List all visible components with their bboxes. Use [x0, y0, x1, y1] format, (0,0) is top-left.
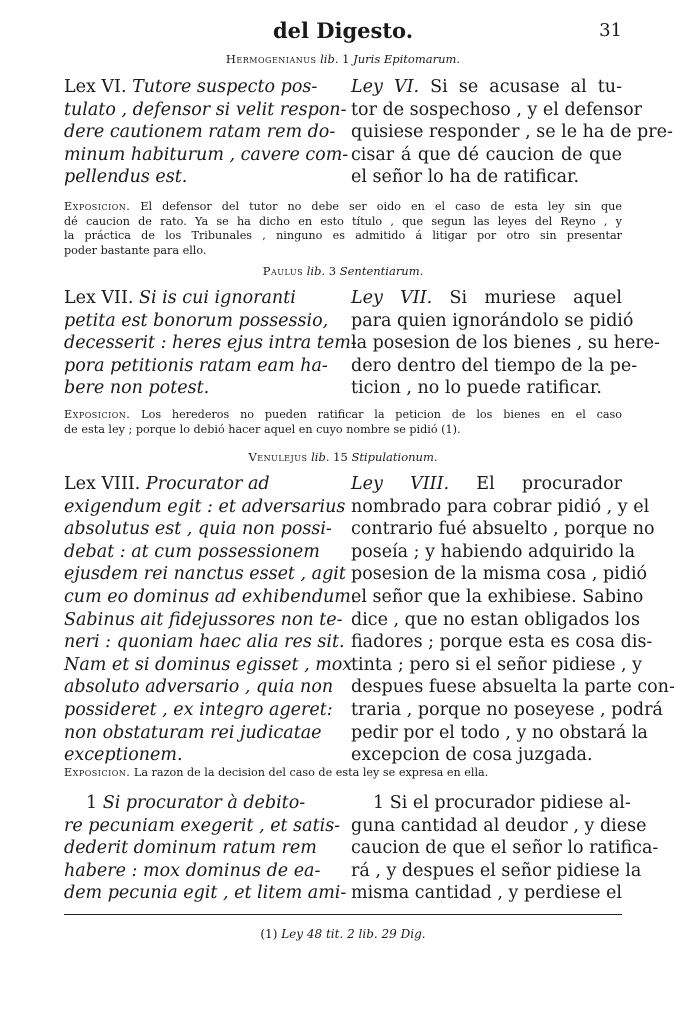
spanish-text	[351, 473, 675, 767]
text-line: absolutus est , quia non possi-	[64, 519, 332, 540]
text-line: pora petitionis ratam eam ha-	[64, 355, 328, 376]
text-line: tor de sospechoso , y el defensor	[351, 99, 642, 120]
text-line: para quien ignorándolo se pidió	[351, 310, 634, 331]
source-work: Stipulationum.	[351, 450, 438, 464]
text-line: ejusdem rei nanctus esset , agit	[64, 564, 346, 585]
text-line: ticion , no lo puede ratificar.	[351, 378, 602, 399]
source-lib: lib.	[311, 450, 330, 464]
text-line: exceptionem.	[64, 745, 183, 766]
text-line: quisiese responder , se le ha de pre-	[351, 122, 673, 143]
paragraph-number: 1	[373, 793, 385, 813]
spanish-text	[351, 287, 660, 400]
source-author: Venulejus	[248, 450, 308, 464]
text-line: Los herederos no pueden ratificar la peticion de los bienes en el caso	[130, 408, 622, 421]
source-work: Juris Epitomarum.	[353, 52, 461, 66]
ley-heading: Ley VII.	[351, 288, 433, 308]
text-line: fiadores ; porque esta es cosa dis-	[351, 632, 653, 653]
text-line: possideret , ex integro ageret:	[64, 699, 333, 720]
exposicion	[64, 766, 622, 781]
exposicion-label: Exposicion.	[64, 408, 131, 421]
spanish-text	[351, 76, 673, 189]
text-line: debat : at cum possessionem	[64, 541, 320, 562]
text-line: despues fuese absuelta la parte con-	[351, 677, 675, 698]
footnote-tit: tit. 2	[325, 927, 355, 941]
text-line: misma cantidad , y perdiese el	[351, 883, 622, 904]
text-line: Si is cui ignoranti	[133, 288, 296, 308]
text-line: Si el procurador pidiese al-	[384, 793, 631, 813]
latin-text	[64, 792, 347, 905]
exposicion-label: Exposicion.	[64, 766, 131, 779]
source-num: 1	[342, 52, 350, 66]
text-line: nombrado para cobrar pidió , y el	[351, 496, 650, 517]
footnote-lib: lib. 29	[358, 927, 397, 941]
text-line: re pecuniam exegerit , et satis-	[64, 815, 341, 836]
text-line: Sabinus ait fidejussores non te-	[64, 609, 343, 630]
ley-heading: Ley VIII.	[351, 474, 450, 494]
text-line: decesserit : heres ejus intra tem-	[64, 333, 357, 354]
text-line: Si muriese aquel	[432, 288, 623, 308]
text-line: dé caucion de rato. Ya se ha dicho en esto título , que segun las leyes del Reyno , y	[64, 214, 622, 228]
footnote-marker: (1)	[260, 927, 278, 941]
text-line: habere : mox dominus de ea-	[64, 860, 321, 881]
text-line: caucion de que el señor lo ratifica-	[351, 838, 659, 859]
text-line: non obstaturam rei judicatae	[64, 722, 322, 743]
source-lib: lib.	[320, 52, 339, 66]
text-line: pedir por el todo , y no obstará la	[351, 722, 648, 743]
text-line: rá , y despues el señor pidiese la	[351, 860, 642, 881]
text-line: pellendus est.	[64, 167, 188, 188]
text-line: poder bastante para ello.	[64, 243, 207, 257]
text-line: Procurator ad	[140, 474, 270, 494]
footnote-dig: Dig.	[400, 927, 426, 941]
text-line: cum eo dominus ad exhibendum.	[64, 586, 357, 607]
text-line: guna cantidad al deudor , y diese	[351, 815, 647, 836]
text-line: la práctica de los Tribunales , ninguno es admitido á litigar por otro sin presentar	[64, 229, 622, 242]
exposicion	[64, 408, 622, 437]
text-line: dem pecunia egit , et litem ami-	[64, 883, 347, 904]
footnote-ref: Ley 48	[281, 927, 323, 941]
text-line: La razon de la decision del caso de esta ley se expresa en ella.	[130, 766, 489, 779]
text-line: posesion de la misma cosa , pidió	[351, 564, 648, 585]
source-num: 3	[328, 264, 337, 278]
text-line: El procurador	[449, 474, 623, 494]
text-line: la posesion de los bienes , su here-	[351, 333, 660, 354]
text-line: traria , porque no poseyese , podrá	[351, 699, 663, 720]
source-author: Hermogenianus	[225, 52, 317, 66]
text-line: Si procurator à debito-	[97, 793, 306, 813]
footnote-rule	[64, 914, 622, 915]
source-work: Sententiarum.	[339, 264, 424, 278]
text-line: excepcion de cosa juzgada.	[351, 745, 593, 766]
text-line: el señor que la exhibiese. Sabino	[351, 586, 644, 607]
latin-text	[64, 76, 349, 189]
text-line: absoluto adversario , quia non	[64, 677, 334, 698]
spanish-text	[351, 792, 659, 905]
footnote	[64, 927, 622, 941]
latin-text	[64, 473, 357, 767]
source-line	[64, 52, 622, 66]
text-line: Tutore suspecto pos-	[126, 77, 318, 97]
text-line: neri : quoniam haec alia res sit.	[64, 632, 345, 653]
text-line: el señor lo ha de ratificar.	[351, 167, 580, 188]
text-line: Nam et si dominus egisset , mox	[64, 654, 353, 675]
text-line: bere non potest.	[64, 378, 210, 399]
text-line: Si se acusase al tu-	[419, 77, 622, 97]
text-line: dere cautionem ratam rem do-	[64, 122, 336, 143]
text-line: tulato , defensor si velit respon-	[64, 99, 347, 120]
lex-heading: Lex VII.	[64, 288, 134, 308]
source-line	[64, 450, 622, 464]
text-line: de esta ley ; porque lo debió hacer aquel en cuyo nombre se pidió (1).	[64, 422, 461, 436]
paragraph-number: 1	[86, 793, 98, 813]
source-line	[64, 264, 622, 278]
page-number: 31	[599, 20, 622, 41]
ley-heading: Ley VI.	[351, 77, 420, 97]
running-title: del Digesto.	[272, 18, 414, 43]
text-line: dero dentro del tiempo de la pe-	[351, 355, 638, 376]
text-line: tinta ; pero si el señor pidiese , y	[351, 654, 643, 675]
page-header	[64, 18, 622, 46]
text-line: poseía ; y habiendo adquirido la	[351, 541, 636, 562]
latin-text	[64, 287, 357, 400]
text-line: petita est bonorum possessio,	[64, 310, 329, 331]
text-line: cisar á que dé caucion de que	[351, 144, 622, 165]
exposicion-label: Exposicion.	[64, 200, 131, 213]
source-author: Paulus	[262, 264, 304, 278]
text-line: dice , que no estan obligados los	[351, 609, 641, 630]
exposicion	[64, 200, 622, 258]
text-line: dederit dominum ratum rem	[64, 838, 317, 859]
source-num: 15	[333, 450, 348, 464]
text-line: El defensor del tutor no debe ser oido en el caso de esta ley sin que	[130, 200, 622, 213]
text-line: contrario fué absuelto , porque no	[351, 519, 655, 540]
source-lib: lib.	[306, 264, 326, 278]
lex-heading: Lex VI.	[64, 77, 127, 97]
text-line: exigendum egit : et adversarius	[64, 496, 346, 517]
text-line: minum habiturum , cavere com-	[64, 144, 349, 165]
lex-heading: Lex VIII.	[64, 474, 141, 494]
